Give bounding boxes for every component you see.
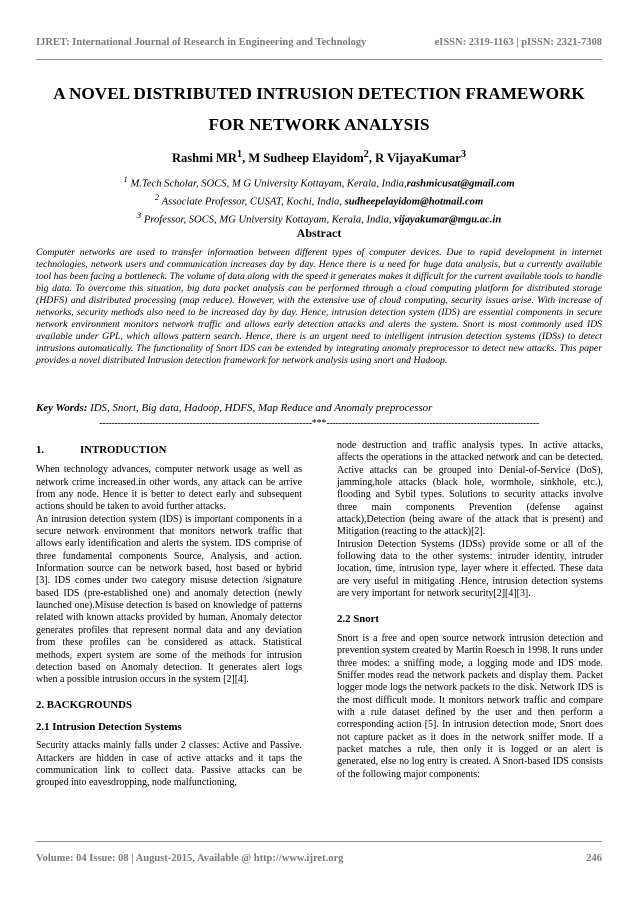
keywords (36, 402, 602, 414)
affiliation-sup: 3 (136, 209, 142, 220)
section-title: INTRODUCTION (80, 444, 167, 456)
title-line-2: FOR NETWORK ANALYSIS (208, 115, 430, 134)
author-email[interactable]: rashmicusat@gmail.com (406, 178, 515, 190)
affiliation-text: Associate Professor, CUSAT, Kochi, India, (161, 196, 342, 208)
affiliation-sup: 1 (123, 174, 128, 184)
affiliations (36, 173, 602, 227)
section-heading-backgrounds: 2. BACKGROUNDS (36, 698, 132, 711)
header-rule (36, 59, 602, 60)
section-number: 1. (36, 444, 45, 456)
running-footer (36, 853, 602, 864)
author-separator: , (368, 151, 376, 166)
affiliation-1 (36, 173, 602, 191)
affiliation-sup: 2 (154, 191, 160, 202)
abstract-heading: Abstract (296, 226, 342, 240)
page-number: 246 (586, 853, 602, 864)
paragraph: An intrusion detection system (IDS) is important components in a secure network environment that monitors network traffic that allows early identification and alerts the system. IDS comprise of three fundamental components Source, Analysis, and action. Information source can be network based, host based or hybrid [3]. IDS comes under two category misuse detection /signature based IDS (pre-established one) and anomaly detection (newly launched one).Misuse detection is based on knowledge of patterns related with known attacks provided by human. Anomaly detector generates profiles that represent normal data and any deviation from these profiles can be considered as attack. Statistical methods, expert system are some of the methods for intrusion detection based on Anomaly detection. It generates alert logs when a possible intrusion occurs in the system [2][4]. (36, 513, 302, 686)
paper-title (36, 78, 602, 140)
abstract-text: Computer networks are used to transfer information between different types of computer devices. Due to rapid development in internet technologies, network users and communication increases day by day. Hence there is a need for huge data analysis, but a currently available tool has been facing a bottleneck. The volume of data along with the speed it generates makes it difficult for the current available tools to handle big data. To overcome this situation, big data packet analysis can be performed through a cloud computing platform for distributed storage (HDFS) and distributed processing (map reduce). However, with the extensive use of cloud computing, security issues arise. With increase of networks, security methods also need to be increased day by day. Hence, intrusion detection system (IDS) are essential components in secure network environment monitors network traffic and allows early detection attacks and alerts the system. Snort is most commonly used IDS available under GPL, which allows pattern search. Hence, there is an urgent need to intelligent intrusion detection systems (IDSs) to detect intrusions automatically. The functionality of Snort IDS can be extended by integrating anomaly preprocessor to detect new attacks. This paper provides a novel distributed Intrusion detection framework for network analysis using snort and Hadoop. (36, 247, 602, 367)
subsection-heading-ids: 2.1 Intrusion Detection Systems (36, 720, 182, 733)
keywords-text: IDS, Snort, Big data, Hadoop, HDFS, Map Reduce and Anomaly preprocessor (90, 402, 433, 414)
volume-info: Volume: 04 Issue: 08 | August-2015, Available @ http://www.ijret.org (36, 853, 344, 864)
author-list (36, 149, 602, 166)
affiliation-text: Professor, SOCS, MG University Kottayam, Kerala, India, (143, 214, 392, 226)
paragraph: When technology advances, computer network usage as well as network crime increased.in other words, any attack can be arrive from any node. Hence it is better to detect early and subsequent actions should be taken to avoid further attacks. (36, 464, 302, 513)
title-line-1: A NOVEL DISTRIBUTED INTRUSION DETECTION FRAMEWORK (53, 84, 585, 103)
author-email[interactable]: vijayakumar@mgu.ac.in (394, 214, 502, 226)
affiliation-text: M.Tech Scholar, SOCS, M G University Kottayam, Kerala, India, (130, 178, 407, 190)
section-heading-introduction (36, 444, 302, 456)
subsection-heading-snort: 2.2 Snort (337, 613, 379, 626)
paragraph: Security attacks mainly falls under 2 classes: Active and Passive. Attackers are hidden in case of active attacks and it taps the communication link to collect data. Passive attacks can be grouped into eavesdropping, node malfunctioning, (36, 740, 302, 789)
author-name: M Sudheep Elayidom (248, 151, 364, 166)
author-sup: 3 (460, 149, 467, 160)
right-column (337, 440, 603, 781)
author-sup: 2 (363, 149, 369, 160)
affiliation-2 (36, 191, 602, 209)
running-header (36, 37, 602, 48)
author-separator: , (242, 151, 249, 166)
author-name: Rashmi MR (171, 151, 237, 166)
footer-rule (36, 841, 602, 842)
issn: eISSN: 2319-1163 | pISSN: 2321-7308 (434, 37, 602, 48)
author-sup: 1 (236, 149, 243, 160)
paragraph: Intrusion Detection Systems (IDSs) provide some or all of the following data to the other systems: intruder identity, intruder location, time, intrusion type, layer where it effected. These data are very useful in mitigating .Hence, intrusion detection systems are very important for network security[2][4][3]. (337, 538, 603, 600)
journal-name: IJRET: International Journal of Research in Engineering and Technology (36, 37, 367, 48)
section-separator: --------------------------------------------------------------------***-------------------------------------------------------------------- (98, 418, 540, 429)
left-column (36, 440, 302, 790)
affiliation-3 (36, 209, 602, 227)
author-name: R VijayaKumar (375, 151, 461, 166)
keywords-label: Key Words: (36, 402, 88, 414)
paragraph: Snort is a free and open source network intrusion detection and prevention system created by Martin Roesch in 1998. It runs under three modes: a sniffing mode, a logging mode and IDS mode. Sniffer modes read the network packets and display them. Packet logger mode logs the network packets to the disk. Network IDS is the most difficult mode. It monitors network traffic and compare with a rule dataset defined by the user and then perform a corresponding action [5]. In intrusion detection mode, Snort does not capture packet as it does in the network sniffer mode. If a packet matches a rule, then only it is logged or an alert is generated, else no log entry is created. A Snort-based IDS consists of the following major components: (337, 632, 603, 780)
paragraph: node destruction and traffic analysis types. In active attacks, affects the operations in the attacked network and can be detected. Active attacks can be grouped into Denial-of-Service (DoS), jamming,hole attacks (black hole, wormhole, sinkhole, etc.), flooding and Sybil types. Solutions to security attacks involve three main components Prevention (defense against attack),Detection (being aware of the attack that is present) and Mitigation (reacting to the attack)[2]. (337, 440, 603, 538)
author-email[interactable]: sudheepelayidom@hotmail.com (344, 196, 484, 208)
